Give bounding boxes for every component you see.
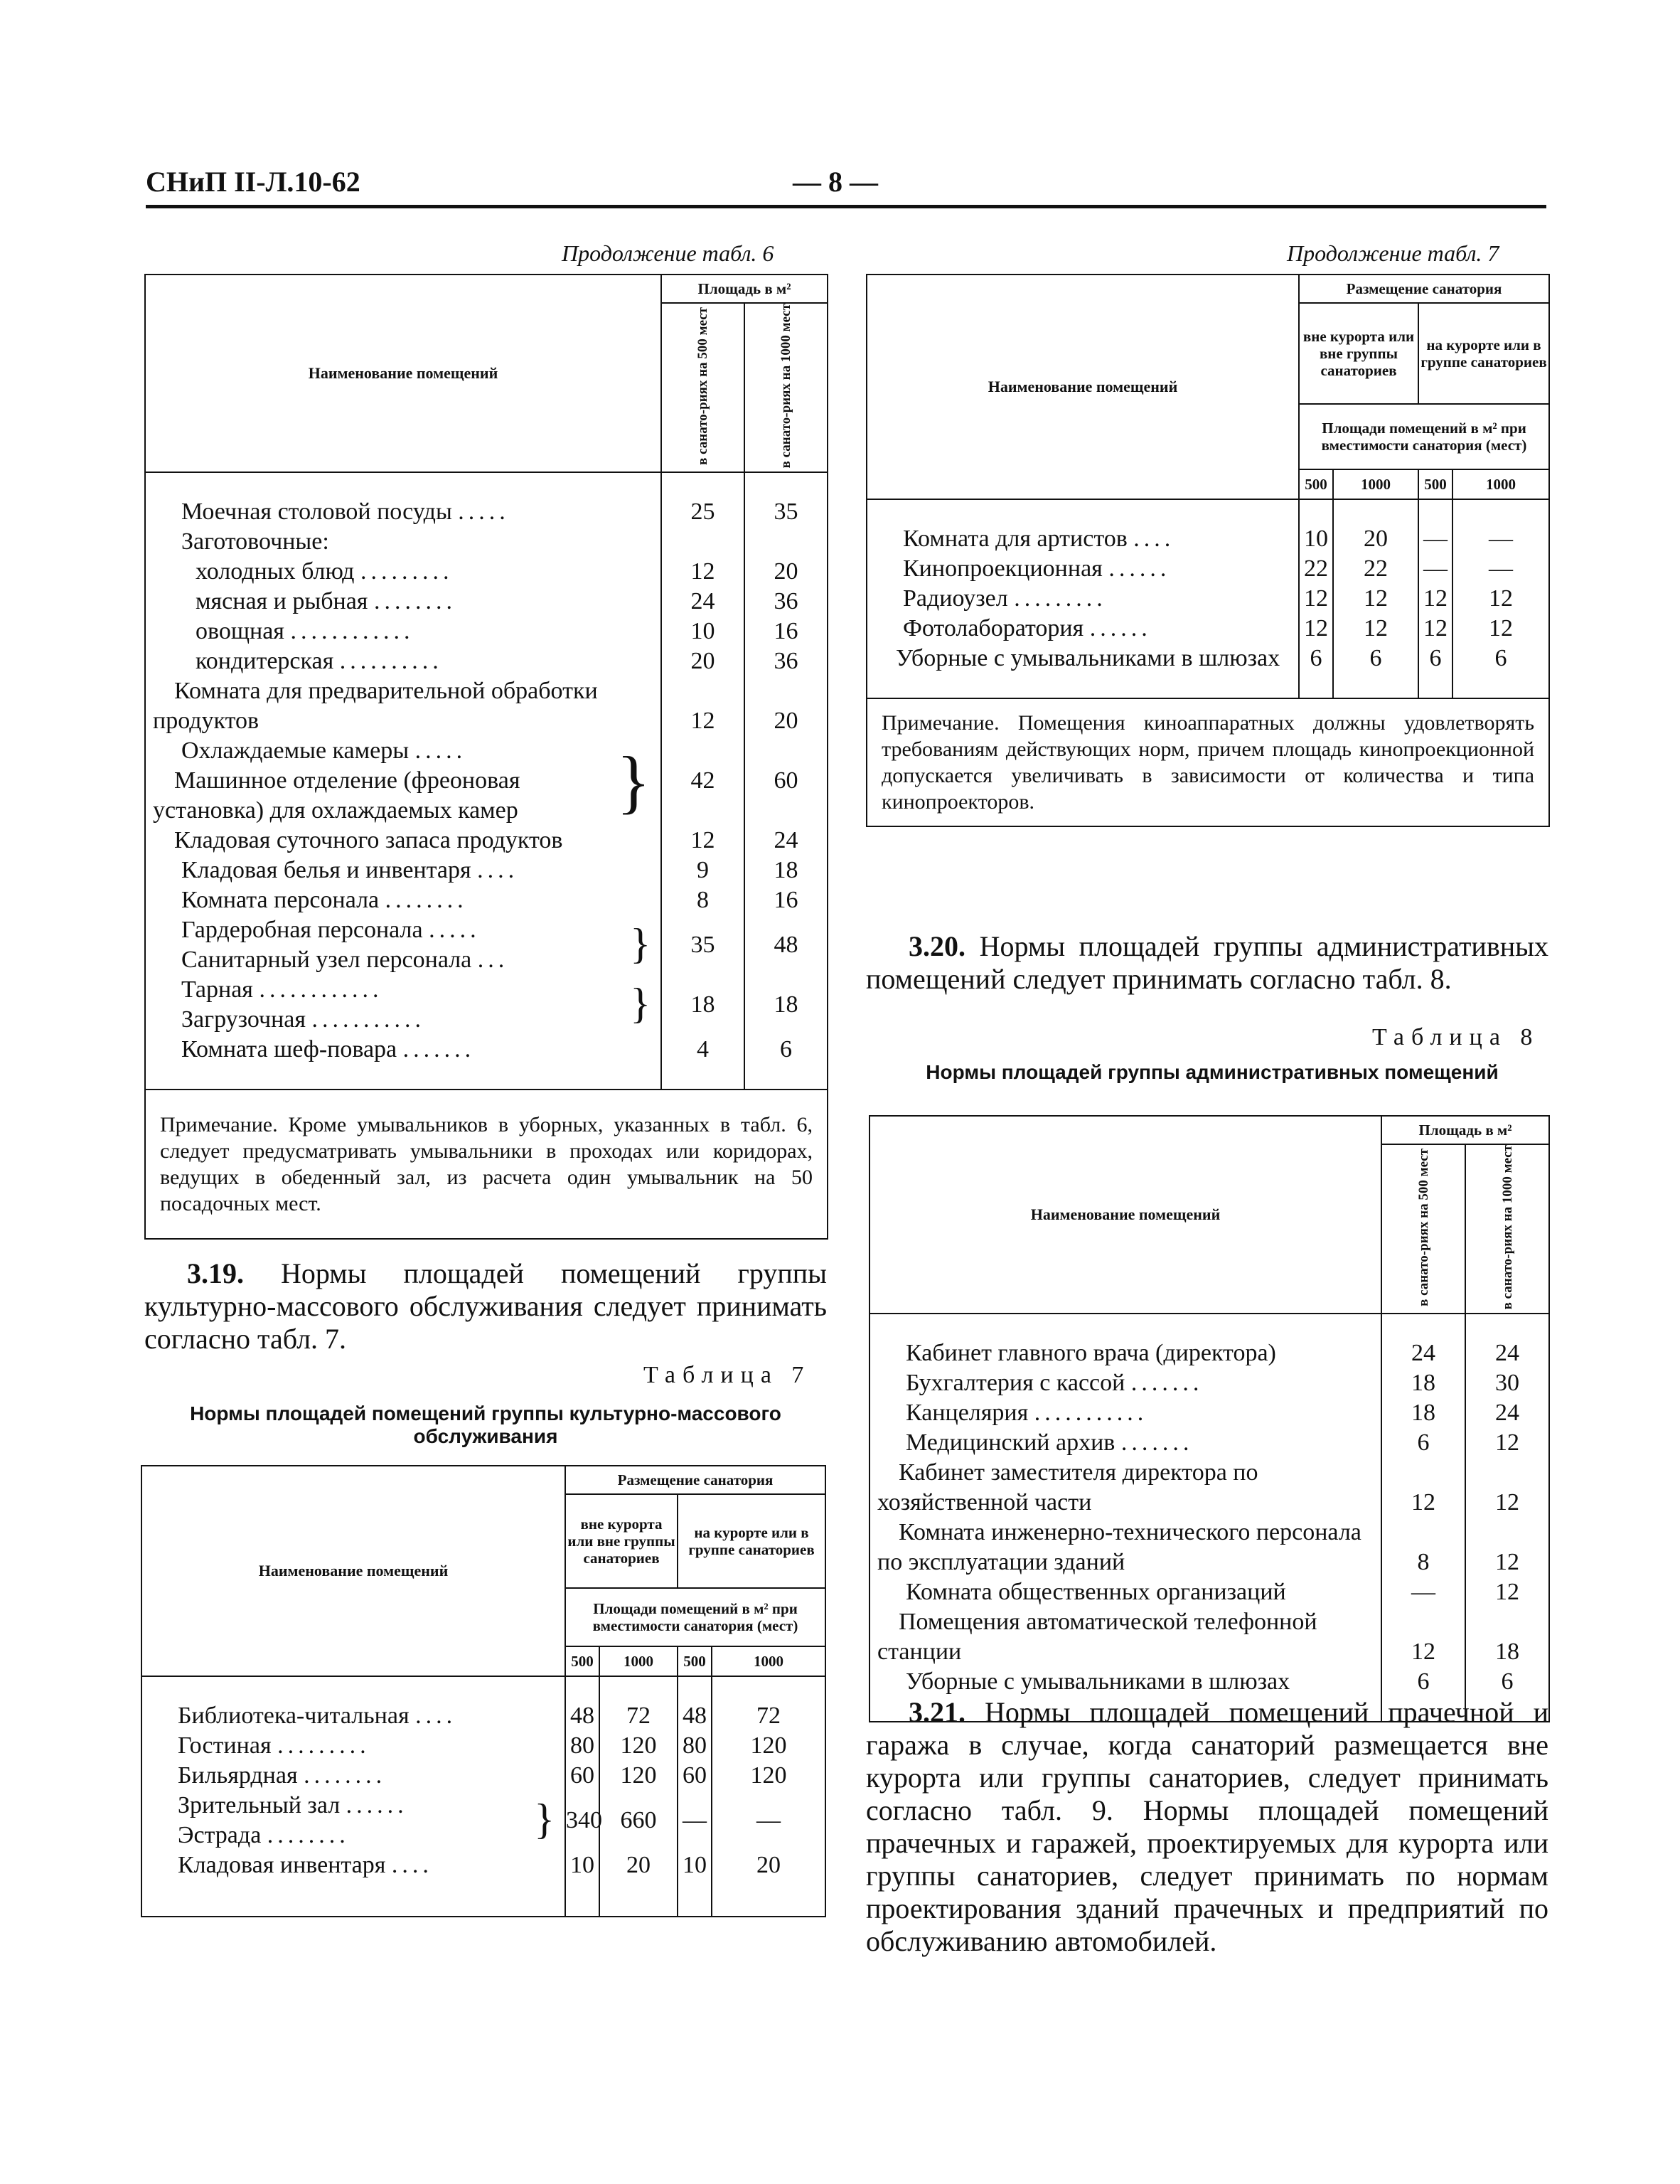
table6-col-area: Площадь в м² — [661, 275, 828, 303]
table8: Наименование помещений Площадь в м² в санато-риях на 500 мест в санато-риях на 1000 мест Кабинет главного врача (директора) 24 24 Бухгалтерия с кассой ....... 18 30 Канцелярия ........... 18 24 Медицинский архив ....... 6 12 Кабинет заместителя директора по хозяйственной части 12 12 Комната инженерно-технического персонала по эксплуатации зданий 8 12 Комната общественных организаций — 12 Помещения автоматической телефонной станции 12 18 Уборные с умывальниками в шлюзах 6 6 — [869, 1115, 1550, 1722]
table-row: Бильярдная ........ 60 120 60 120 — [141, 1761, 825, 1791]
table6-note: Примечание. Кроме умывальников в уборных, указанных в табл. 6, следует предусматривать умывальники в проходах или коридорах, ведущих в обеденный зал, из расчета один умывальник на 50 посадочных мест. — [145, 1090, 828, 1239]
brace-icon: } — [534, 1796, 555, 1843]
table-row: Моечная столовой посуды ..... 25 35 — [145, 497, 828, 527]
table-row: Медицинский архив ....... 6 12 — [870, 1428, 1549, 1458]
table-row: Кладовая суточного запаса продуктов 12 24 — [145, 826, 828, 856]
document-code: СНиП II-Л.10-62 — [146, 166, 360, 198]
page-number: — 8 — — [793, 166, 878, 198]
table6 — [144, 274, 828, 1240]
table-row: Охлаждаемые камеры ..... Машинное отделение (фреоновая установка) для охлаждаемых камер } 42 60 — [145, 736, 828, 826]
table-row: Библиотека-читальная .... 48 72 48 72 — [141, 1701, 825, 1731]
table7-title: Нормы площадей помещений группы культурно-массового обслуживания — [190, 1402, 781, 1447]
paragraph-3-20: 3.20. Нормы площадей группы административных помещений следует принимать согласно табл. 8. — [866, 930, 1549, 995]
brace-icon: } — [630, 920, 651, 968]
header-rule — [146, 205, 1546, 208]
table7: Наименование помещений Размещение санатория вне курорта или вне группы санаториев на курорте или в группе санаториев Площади помещений в м² при вместимости санатория (мест) 500 1000 500 1000 Библиотека-читальная .... 48 72 48 72 Гостиная ......... 80 120 80 120 Бильярдная ........ 60 120 60 120 Зрительный зал ...... Эстрада ........ } 340 660 — — Кладовая инвентаря .... 10 20 10 20 — [141, 1465, 826, 1917]
table-row: Бухгалтерия с кассой ....... 18 30 — [870, 1368, 1549, 1398]
table-row: Комната инженерно-технического персонала по эксплуатации зданий 8 12 — [870, 1518, 1549, 1577]
table-row: Кладовая инвентаря .... 10 20 10 20 — [141, 1850, 825, 1880]
table-row: Кабинет главного врача (директора) 24 24 — [870, 1338, 1549, 1368]
table-row: овощная ............ 10 16 — [145, 617, 828, 646]
table7-caption: Таблица 7 — [643, 1362, 811, 1388]
table-row: Комната для предварительной обработки продуктов 12 20 — [145, 676, 828, 736]
table7-col-name: Наименование помещений — [141, 1466, 565, 1676]
table-row: Радиоузел ......... 12 12 12 12 — [867, 584, 1549, 614]
table7-continued: Наименование помещений Размещение санатория вне курорта или вне группы санаториев на курорте или в группе санаториев Площади помещений в м² при вместимости санатория (мест) 500 1000 500 1000 Комната для артистов .... 10 20 — — Кинопроекционная ...... 22 22 — — Радиоузел ......... 12 12 12 12 Фотолаборатория ...... 12 12 12 12 Уборные с умывальниками в шлюзах 6 6 6 6 Примечание. Помещения киноаппаратных должны удовлетворять требованиям действующих норм, причем площадь кинопроекционной допускается увеличивать в зависимости от количества и типа кинопроекторов. — [866, 274, 1550, 827]
table6-col-name: Наименование помещений — [145, 275, 661, 472]
table-row: холодных блюд ......... 12 20 — [145, 557, 828, 587]
table7-note: Примечание. Помещения киноаппаратных должны удовлетворять требованиям действующих норм, причем площадь кинопроекционной допускается увеличивать в зависимости от количества и типа кинопроекторов. — [867, 698, 1549, 826]
brace-icon: } — [616, 742, 651, 821]
table-row: Канцелярия ........... 18 24 — [870, 1398, 1549, 1428]
table-row: Помещения автоматической телефонной станции 12 18 — [870, 1607, 1549, 1667]
table-row: кондитерская .......... 20 36 — [145, 646, 828, 676]
table6-col-1000: в санато-риях на 1000 мест — [779, 304, 793, 469]
table-row: Комната персонала ........ 8 16 — [145, 885, 828, 915]
table-row: Кабинет заместителя директора по хозяйственной части 12 12 — [870, 1458, 1549, 1518]
table-row: Фотолаборатория ...... 12 12 12 12 — [867, 614, 1549, 644]
table-row: Тарная ............ Загрузочная ........... } 18 18 — [145, 975, 828, 1035]
table-row: Кладовая белья и инвентаря .... 9 18 — [145, 856, 828, 885]
table-row: Комната для артистов .... 10 20 — — — [867, 524, 1549, 554]
table-row: Комната шеф-повара ....... 4 6 — [145, 1035, 828, 1065]
table8-title: Нормы площадей группы административных помещений — [926, 1061, 1499, 1083]
table6-col-500: в санато-риях на 500 мест — [695, 307, 710, 465]
brace-icon: } — [630, 980, 651, 1028]
table8-caption: Таблица 8 — [1372, 1024, 1540, 1050]
table-row: Заготовочные: — [145, 527, 828, 557]
table6-continuation-label: Продолжение табл. 6 — [562, 240, 774, 266]
table7-continuation-label: Продолжение табл. 7 — [1287, 240, 1499, 266]
page-header — [146, 165, 1546, 208]
table-row: мясная и рыбная ........ 24 36 — [145, 587, 828, 617]
table-row: Уборные с умывальниками в шлюзах 6 6 — [870, 1667, 1549, 1697]
table-row: Зрительный зал ...... Эстрада ........ } 340 660 — — — [141, 1791, 825, 1850]
table-row: Уборные с умывальниками в шлюзах 6 6 6 6 — [867, 644, 1549, 673]
table-row: Кинопроекционная ...... 22 22 — — — [867, 554, 1549, 584]
table-row: Гардеробная персонала ..... Санитарный узел персонала ... } 35 48 — [145, 915, 828, 975]
table-row: Комната общественных организаций — 12 — [870, 1577, 1549, 1607]
paragraph-3-21: 3.21. Нормы площадей помещений прачечной и гаража в случае, когда санаторий размещается вне курорта или группы санаториев, следует принимать согласно табл. 9. Нормы площадей помещений прачечных и гаражей, проектируемых для курорта или группы санаториев, следует принимать по нормам проектирования зданий прачечных и предприятий по обслуживанию автомобилей. — [866, 1696, 1548, 1957]
paragraph-3-19: 3.19. Нормы площадей помещений группы культурно-массового обслуживания следует принимать согласно табл. 7. — [144, 1257, 828, 1355]
table-row: Гостиная ......... 80 120 80 120 — [141, 1731, 825, 1761]
